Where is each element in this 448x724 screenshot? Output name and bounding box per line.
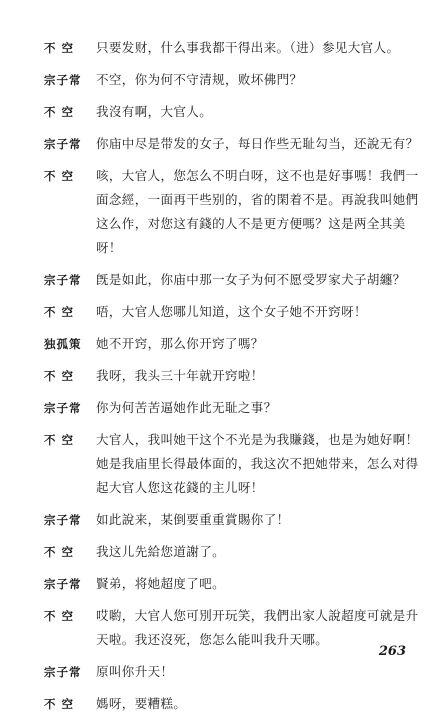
speech-text: 大官人，我叫她干这个不光是为我賺錢，也是为她好啊！她是我庙里长得最体面的，我这次不把她带来，怎么对得起大官人您这花錢的主儿呀！ bbox=[96, 432, 419, 495]
dialogue-line bbox=[44, 428, 424, 500]
dialogue-line bbox=[44, 692, 424, 716]
speech-text: 旣是如此，你庙中那一女子为何不愿受罗家犬子胡纏？ bbox=[96, 272, 406, 287]
dialogue-line bbox=[44, 572, 424, 596]
speaker-name: 不 空 bbox=[44, 433, 75, 447]
dialogue-list bbox=[44, 36, 424, 724]
speech-text: 我这儿先給您道謝了。 bbox=[96, 544, 226, 559]
speaker-name: 不 空 bbox=[44, 305, 75, 319]
speech-text: 媽呀，要糟糕。 bbox=[96, 696, 187, 711]
speaker-name: 不 空 bbox=[44, 609, 75, 623]
speaker-name: 宗子常 bbox=[44, 513, 82, 527]
speaker-name: 不 空 bbox=[44, 369, 75, 383]
speaker-name: 不 空 bbox=[44, 545, 75, 559]
dialogue-line bbox=[44, 68, 424, 92]
speaker-name: 不 空 bbox=[44, 169, 75, 183]
dialogue-line bbox=[44, 396, 424, 420]
speech-text: 不空，你为何不守清规，败坏佛門？ bbox=[96, 72, 303, 87]
speech-text: 只要发财，什么事我都干得出来。（进）参见大官人。 bbox=[96, 40, 400, 55]
dialogue-line bbox=[44, 364, 424, 388]
speaker-name: 宗子常 bbox=[44, 401, 82, 415]
speaker-name: 宗子常 bbox=[44, 273, 82, 287]
speech-text: 咳，大官人，您怎么不明白呀，这不也是好事嗎！我們一面念經，一面再干些别的，省的閑着不是。再說我叫她們这么作，对您这有錢的人不是更方便嗎？这是两全其美呀！ bbox=[96, 168, 419, 255]
speaker-name: 宗子常 bbox=[44, 137, 82, 151]
speech-text: 我呀，我头三十年就开窍啦！ bbox=[96, 368, 264, 383]
dialogue-line bbox=[44, 332, 424, 356]
dialogue-line bbox=[44, 300, 424, 324]
speech-text: 我沒有啊，大官人。 bbox=[96, 104, 213, 119]
speech-text: 如此說来，某倒要重重賞賜你了！ bbox=[96, 512, 290, 527]
speech-text: 她不开窍，那么你开窍了嗎？ bbox=[96, 336, 264, 351]
page-number: 263 bbox=[378, 644, 406, 659]
dialogue-line bbox=[44, 604, 424, 652]
dialogue-line bbox=[44, 164, 424, 260]
speech-text: 唔，大官人您哪儿知道，这个女子她不开窍呀！ bbox=[96, 304, 367, 319]
speech-text: 你为何苦苦逼她作此无耻之事？ bbox=[96, 400, 277, 415]
speaker-name: 不 空 bbox=[44, 41, 75, 55]
speaker-name: 宗子常 bbox=[44, 73, 82, 87]
dialogue-line bbox=[44, 268, 424, 292]
speaker-name: 宗子常 bbox=[44, 577, 82, 591]
dialogue-line bbox=[44, 100, 424, 124]
speech-text: 賢弟，将她超度了吧。 bbox=[96, 576, 226, 591]
dialogue-line bbox=[44, 132, 424, 156]
speaker-name: 不 空 bbox=[44, 697, 75, 711]
dialogue-line bbox=[44, 36, 424, 60]
dialogue-line bbox=[44, 660, 424, 684]
speaker-name: 宗子常 bbox=[44, 665, 82, 679]
speaker-name: 不 空 bbox=[44, 105, 75, 119]
dialogue-line bbox=[44, 508, 424, 532]
speech-text: 你庙中尽是带发的女子，每日作些无耻勾当，还說无有？ bbox=[96, 136, 419, 151]
speech-text: 原叫你升天！ bbox=[96, 664, 174, 679]
dialogue-line bbox=[44, 540, 424, 564]
speaker-name: 独孤策 bbox=[44, 337, 82, 351]
speech-text: 哎喲，大官人您可別开玩笑，我們出家人說超度可就是升天啦。我还沒死，您怎么能叫我升天哪。 bbox=[96, 608, 419, 647]
